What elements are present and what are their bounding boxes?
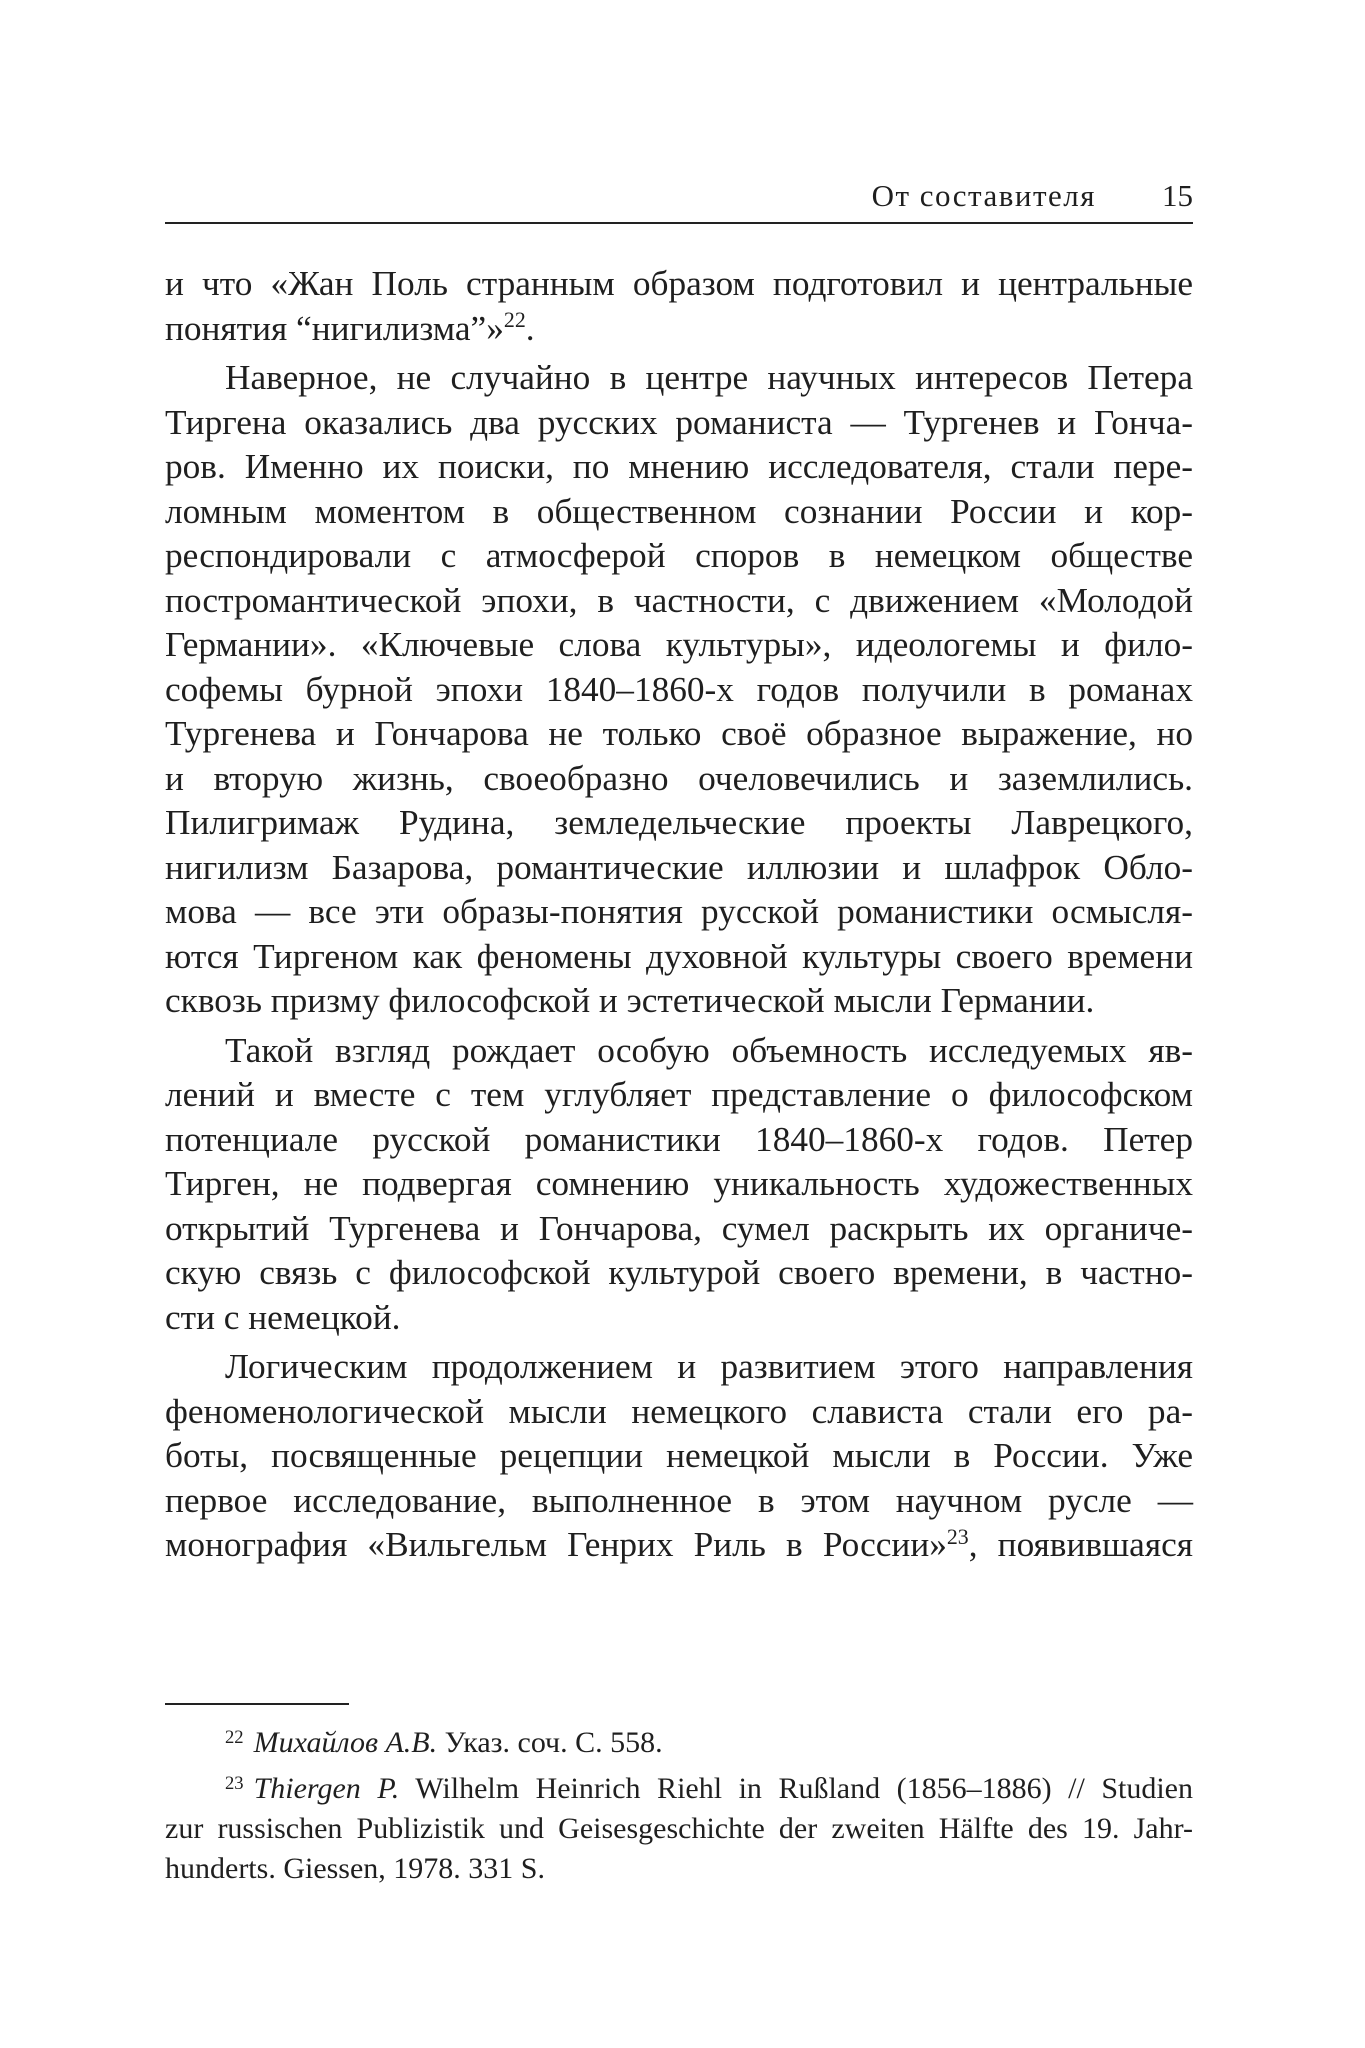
page-number: 15 bbox=[1162, 178, 1193, 213]
text-line: Тургенева и Гончарова не только своё образное выражение, но bbox=[165, 714, 1193, 753]
text-line: сквозь призму философской и эстетической мысли Германии. bbox=[165, 981, 1095, 1020]
page-header bbox=[165, 178, 1193, 224]
footnote-divider bbox=[165, 1703, 349, 1705]
text-line: потенциале русской романистики 1840–1860-х годов. Петер bbox=[165, 1119, 1193, 1159]
text-line: Германии». «Ключевые слова культуры», идеологемы и фило- bbox=[165, 625, 1193, 664]
text-line: софемы бурной эпохи 1840–1860-х годов получили в романах bbox=[165, 669, 1193, 709]
text-line: Пилигримаж Рудина, земледельческие проекты Лаврецкого, bbox=[165, 803, 1193, 842]
footnote-text-line: zur russischen Publizistik und Geisesgeschichte der zweiten Hälfte des 19. Jahr- bbox=[165, 1812, 1193, 1845]
text-line: скую связь с философской культурой своего времени, в частно- bbox=[165, 1253, 1193, 1292]
main-text bbox=[165, 262, 1193, 1568]
text-line: Логическим продолжением и развитием этого направления bbox=[225, 1347, 1193, 1386]
text-line: постромантической эпохи, в частности, с движением «Молодой bbox=[165, 580, 1193, 620]
text-line: первое исследование, выполненное в этом научном русле — bbox=[165, 1480, 1193, 1520]
text-line: и вторую жизнь, своеобразно очеловечились и заземлились. bbox=[165, 758, 1193, 798]
text-line: нигилизм Базарова, романтические иллюзии и шлафрок Обло- bbox=[165, 847, 1193, 887]
footnote-23 bbox=[165, 1769, 1193, 1809]
text-line: ломным моментом в общественном сознании России и кор- bbox=[165, 491, 1193, 531]
footnote-author: Михайлов А.В. bbox=[253, 1726, 438, 1759]
text-line: Наверное, не случайно в центре научных интересов Петера bbox=[225, 358, 1193, 397]
text-line: лений и вместе с тем углубляет представление о философском bbox=[165, 1075, 1193, 1114]
text-line: боты, посвященные рецепции немецкой мысли в России. Уже bbox=[165, 1436, 1193, 1475]
text-line: сти с немецкой. bbox=[165, 1297, 401, 1337]
text-line: монография «Вильгельм Генрих Риль в России»$^{23}$, появившаяся bbox=[165, 1524, 1193, 1564]
text-line: Такой взгляд рождает особую объемность исследуемых яв- bbox=[225, 1030, 1193, 1070]
text-line: и что «Жан Поль странным образом подготовил и центральные bbox=[165, 264, 1193, 303]
text-line: понятия “нигилизма”»$^{22}$. bbox=[165, 308, 535, 348]
text-line: открытий Тургенева и Гончарова, сумел раскрыть их органиче- bbox=[165, 1208, 1193, 1248]
footnote-number: 22 bbox=[225, 1726, 244, 1748]
text-line: феноменологической мысли немецкого слависта стали его ра- bbox=[165, 1391, 1193, 1431]
text-line: ются Тиргеном как феномены духовной культуры своего времени bbox=[165, 936, 1193, 976]
footnote-number: 23 bbox=[225, 1772, 244, 1794]
text-line: мова — все эти образы-понятия русской романистики осмысля- bbox=[165, 892, 1193, 931]
footnote-author: Thiergen P. bbox=[253, 1772, 400, 1805]
text-line: ров. Именно их поиски, по мнению исследователя, стали пере- bbox=[165, 447, 1193, 486]
running-head: От составителя bbox=[871, 178, 1096, 213]
footnote-ref-22[interactable]: 22 bbox=[503, 308, 526, 333]
text-line: Тиргена оказались два русских романиста — Тургенев и Гонча- bbox=[165, 402, 1193, 442]
footnote-text-line: hunderts. Giessen, 1978. 331 S. bbox=[165, 1852, 545, 1885]
footnote-ref-23[interactable]: 23 bbox=[946, 1524, 969, 1549]
footnote-text: Указ. соч. С. 558. bbox=[437, 1726, 663, 1759]
text-line: респондировали с атмосферой споров в немецком обществе bbox=[165, 536, 1193, 575]
text-line: Тирген, не подвергая сомнению уникальность художественных bbox=[165, 1164, 1193, 1203]
footnotes bbox=[165, 1723, 1193, 1889]
footnote-22 bbox=[165, 1723, 1193, 1763]
footnote-text: Wilhelm Heinrich Riehl in Rußland (1856–1886) // Studien bbox=[399, 1772, 1193, 1805]
